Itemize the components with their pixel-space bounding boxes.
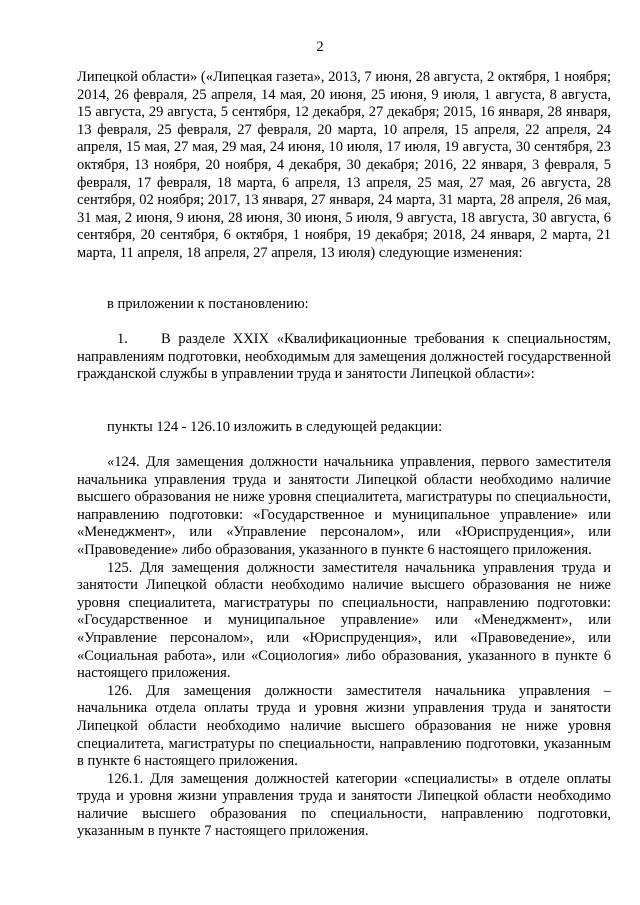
page-number: 2	[316, 39, 324, 55]
points-line: пункты 124 - 126.10 изложить в следующей редакции:	[107, 419, 443, 435]
intro-block	[77, 69, 611, 263]
item-1-text: В разделе XXIX «Квалификационные требования к специальностям, направлениям подготовки, необходимым для замещения должностей государственной гражданской службы в управлении труда и занятости Липецкой области»:	[77, 331, 611, 383]
item-1-number: 1.	[117, 331, 128, 347]
clause-126: 126. Для замещения должности заместителя начальника управления – начальника отдела оплаты труда и уровня жизни управления труда и занятости Липецкой области необходимо наличие высшего образования не ниже уровня специалитета, магистратуры по специальности, направлению подготовки, указанным в пункте 6 настоящего приложения.	[77, 682, 611, 770]
points-block	[77, 419, 611, 437]
annex-line: в приложении к постановлению:	[107, 296, 309, 312]
clauses-block	[77, 454, 611, 841]
clause-126-1: 126.1. Для замещения должностей категории «специалисты» в отделе оплаты труда и уровня жизни управления труда и занятости Липецкой области необходимо наличие высшего образования по специальности, направлению подготовки, указанным в пункте 7 настоящего приложения.	[77, 770, 611, 840]
item-1-block	[77, 331, 611, 384]
intro-paragraph: Липецкой области» («Липецкая газета», 2013, 7 июня, 28 августа, 2 октября, 1 ноября; 2014, 26 февраля, 25 апреля, 14 мая, 20 июня, 25 июня, 9 июля, 1 августа, 8 августа, 15 августа, 29 августа, 5 сентября, 12 декабря, 27 декабря; 2015, 16 января, 28 января, 13 февраля, 25 февраля, 27 февраля, 20 марта, 10 апреля, 15 апреля, 22 апреля, 24 апреля, 15 мая, 27 мая, 29 мая, 24 июня, 10 июля, 17 июля, 19 августа, 30 сентября, 23 октября, 13 ноября, 20 ноября, 4 декабря, 30 декабря; 2016, 22 января, 3 февраля, 5 февраля, 17 февраля, 18 марта, 6 апреля, 13 апреля, 25 мая, 27 мая, 26 августа, 28 сентября, 02 ноября; 2017, 13 января, 27 января, 24 марта, 31 марта, 28 апреля, 26 мая, 31 мая, 2 июня, 9 июня, 28 июня, 30 июня, 5 июля, 9 августа, 18 августа, 30 августа, 6 сентября, 20 сентября, 6 октября, 1 ноября, 19 декабря; 2018, 24 января, 2 марта, 21 марта, 11 апреля, 18 апреля, 27 апреля, 13 июля) следующие изменения:	[77, 69, 611, 261]
clause-124: «124. Для замещения должности начальника управления, первого заместителя начальника управления труда и занятости Липецкой области необходимо наличие высшего образования не ниже уровня специалитета, магистратуры по специальности, направлению подготовки: «Государственное и муниципальное управление» или «Менеджмент», или «Управление персоналом», или «Юриспруденция», или «Правоведение» либо образования, указанного в пункте 6 настоящего приложения.	[77, 454, 611, 558]
clause-125: 125. Для замещения должности заместителя начальника управления труда и занятости Липецкой области необходимо наличие высшего образования не ниже уровня специалитета, магистратуры по специальности, направлению подготовки: «Государственное и муниципальное управление» или «Менеджмент», или «Управление персоналом», или «Юриспруденция», или «Правоведение», или «Социальная работа», или «Социология» либо образования, указанного в пункте 6 настоящего приложения.	[77, 559, 611, 682]
annex-block	[77, 296, 611, 314]
item-1-paragraph	[77, 331, 611, 384]
